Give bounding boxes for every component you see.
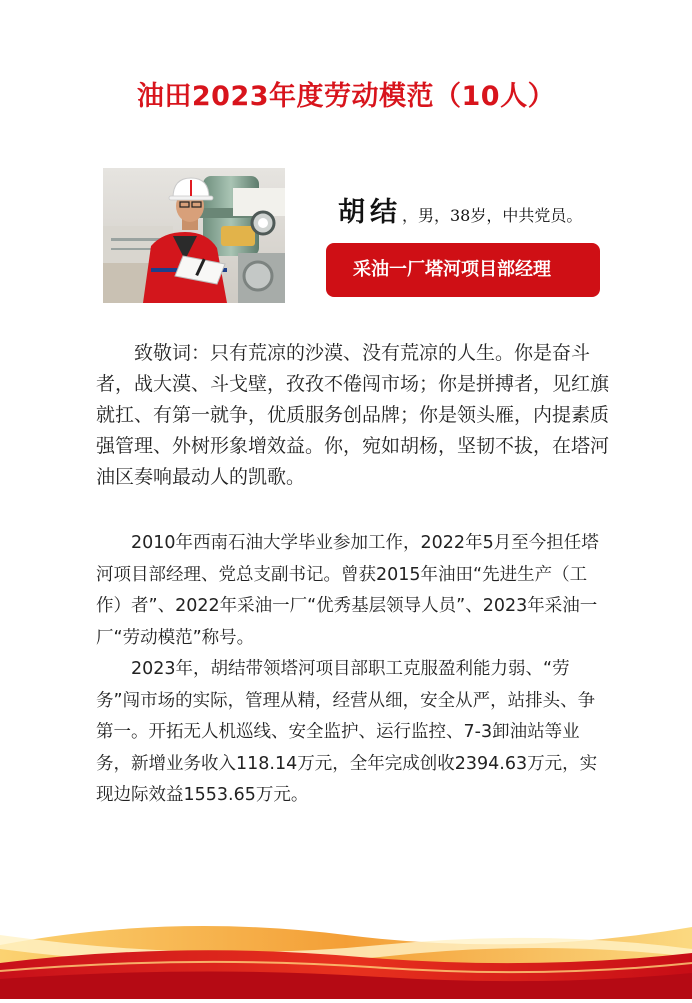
page-title: 油田2023年度劳动模范（10人） xyxy=(136,81,556,112)
position-badge: 采油一厂塔河项目部经理 xyxy=(326,243,600,297)
decorative-ribbon-footer xyxy=(0,905,692,999)
bio-paragraph-achievements: 2023年，胡结带领塔河项目部职工克服盈利能力弱、“劳务”闯市场的实际，管理从精，经营从细，安全从严，站排头、争第一。开拓无人机巡线、安全监护、运行监控、7-3卸油站等业务，新增业务收入118.14万元，全年完成创收2394.63万元，实现边际效益1553.65万元。 xyxy=(96,659,598,805)
person-heading xyxy=(338,190,668,229)
bio-paragraph-career: 2010年西南石油大学毕业参加工作，2022年5月至今担任塔河项目部经理、党总支副书记。曾获2015年油田“先进生产（工作）者”、2022年采油一厂“优秀基层领导人员”、2023年采油一厂“劳动模范”称号。 xyxy=(96,533,599,648)
person-name: 胡结 xyxy=(338,197,402,228)
person-photo xyxy=(103,168,285,303)
tribute-paragraph: 致敬词：只有荒凉的沙漠、没有荒凉的人生。你是奋斗者，战大漠、斗戈壁，孜孜不倦闯市场；你是拼搏者，见红旗就扛、有第一就争，优质服务创品牌；你是领头雁，内提素质强管理、外树形象增效益。你，宛如胡杨，坚韧不拔，在塔河油区奏响最动人的凯歌。 xyxy=(96,342,610,488)
person-info: ，男，38岁，中共党员。 xyxy=(402,206,583,225)
